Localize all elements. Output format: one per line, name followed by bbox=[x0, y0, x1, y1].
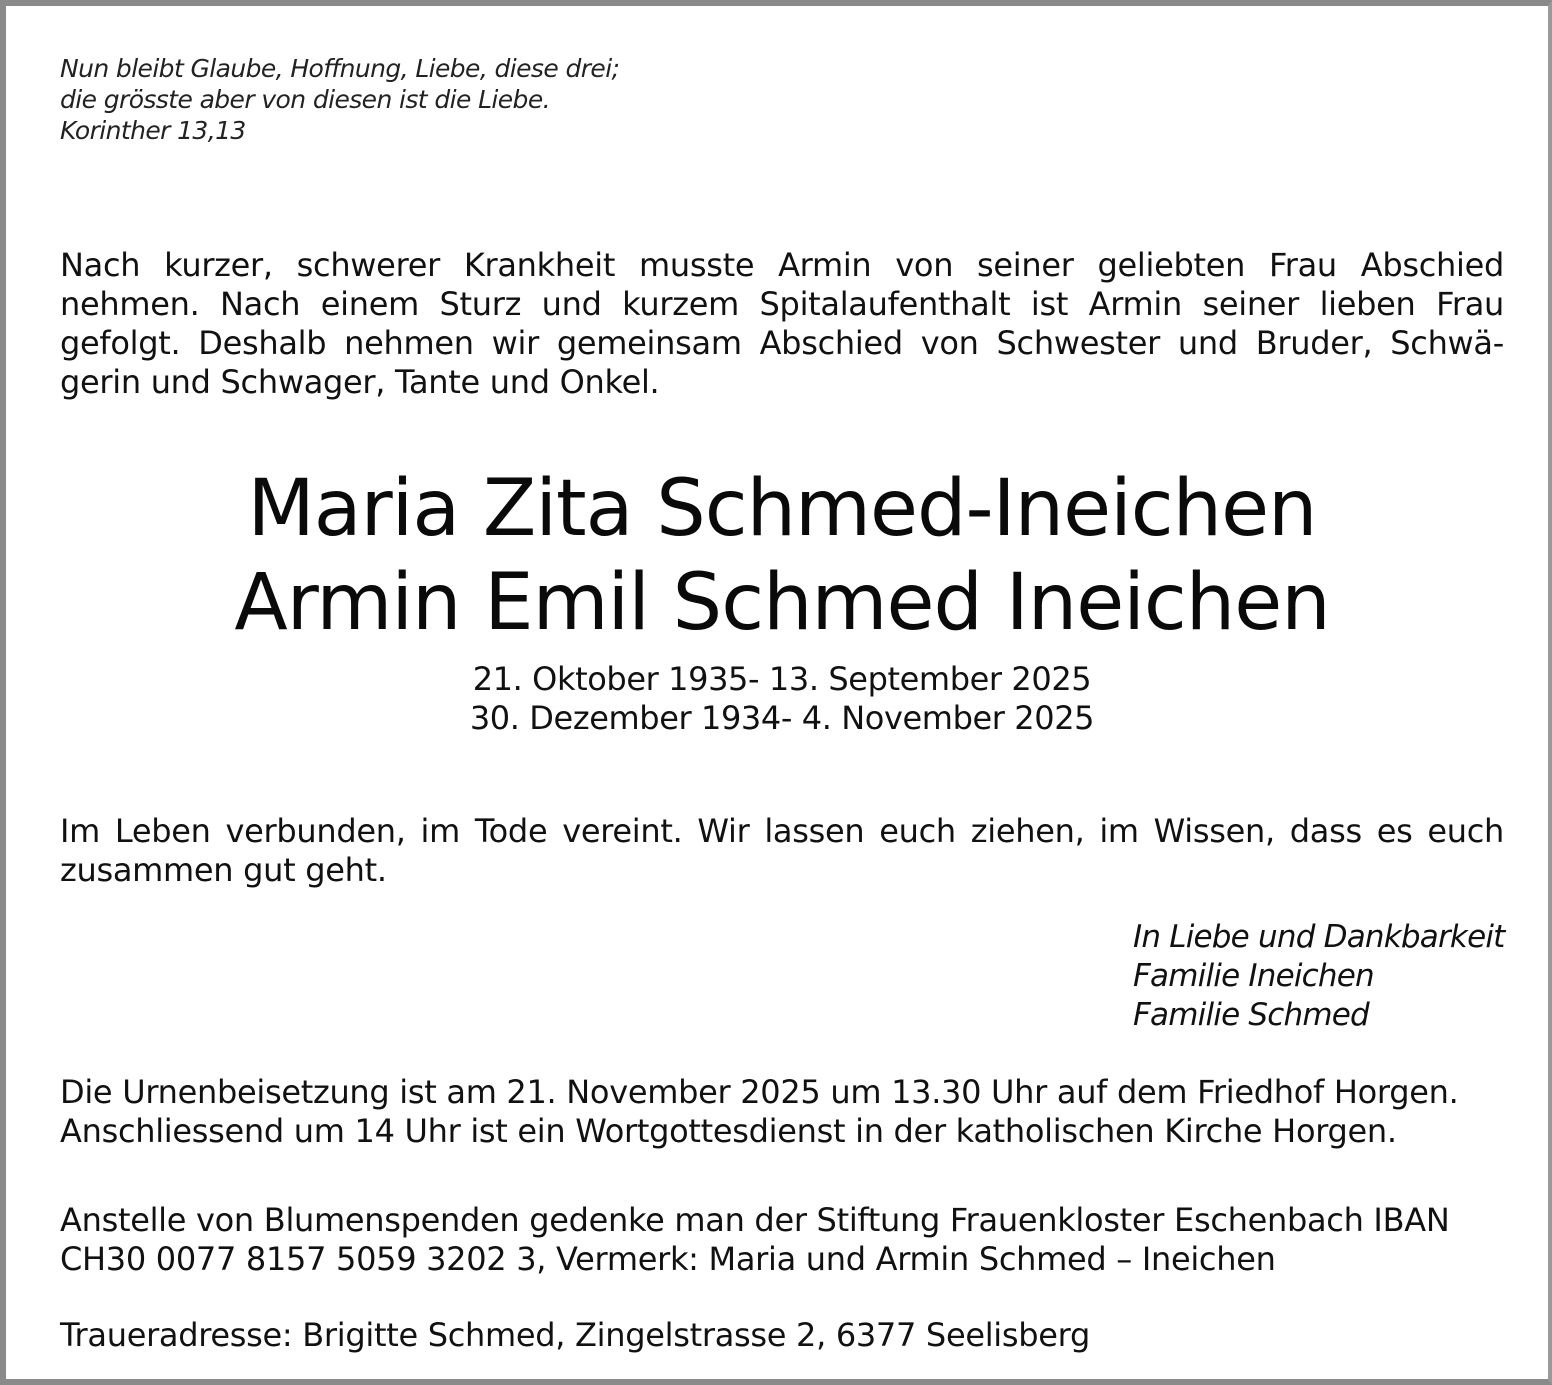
donation-line-2: CH30 0077 8157 5059 3202 3, Vermerk: Maria und Armin Schmed – Ineichen bbox=[60, 1240, 1276, 1278]
life-dates bbox=[60, 660, 1504, 738]
deceased-name-armin: Armin Emil Schmed Ineichen bbox=[234, 558, 1330, 648]
quote-line-2: die grösste aber von diesen ist die Liebe. bbox=[60, 85, 550, 114]
donation-info bbox=[60, 1201, 1504, 1279]
intro-paragraph: Nach kurzer, schwerer Krankheit musste Armin von seiner geliebten Frau Abschied nehmen. Nach einem Sturz und kurzem Spitalaufenthalt ist Armin seiner lieben Frau gefolgt. Deshalb nehmen wir gemeinsam Abschied von Schwester und Bruder, Schwä-gerin und Schwager, Tante und Onkel. bbox=[60, 246, 1504, 401]
signature-line-3: Familie Schmed bbox=[1133, 997, 1369, 1033]
quote-line-1: Nun bleibt Glaube, Hoffnung, Liebe, diese drei; bbox=[60, 54, 620, 83]
quote-source: Korinther 13,13 bbox=[60, 116, 246, 145]
life-dates-maria: 21. Oktober 1935- 13. September 2025 bbox=[472, 660, 1092, 698]
life-dates-armin: 30. Dezember 1934- 4. November 2025 bbox=[469, 699, 1095, 737]
burial-info bbox=[60, 1073, 1504, 1151]
bible-quote bbox=[60, 53, 1504, 146]
signature-line-1: In Liebe und Dankbarkeit bbox=[1133, 919, 1505, 955]
family-signature bbox=[1133, 918, 1505, 1035]
signature-line-2: Familie Ineichen bbox=[1133, 958, 1374, 994]
burial-line-2: Anschliessend um 14 Uhr ist ein Wortgottesdienst in der katholischen Kirche Horgen. bbox=[60, 1112, 1397, 1150]
deceased-names bbox=[60, 462, 1504, 650]
united-paragraph: Im Leben verbunden, im Tode vereint. Wir lassen euch ziehen, im Wissen, dass es euch zusammen gut geht. bbox=[60, 812, 1504, 889]
mourning-address: Traueradresse: Brigitte Schmed, Zingelstrasse 2, 6377 Seelisberg bbox=[60, 1316, 1090, 1354]
burial-line-1: Die Urnenbeisetzung ist am 21. November 2025 um 13.30 Uhr auf dem Friedhof Horgen. bbox=[60, 1073, 1459, 1111]
deceased-name-maria: Maria Zita Schmed-Ineichen bbox=[247, 464, 1317, 554]
donation-line-1: Anstelle von Blumenspenden gedenke man der Stiftung Frauenkloster Eschenbach IBAN bbox=[60, 1201, 1450, 1239]
